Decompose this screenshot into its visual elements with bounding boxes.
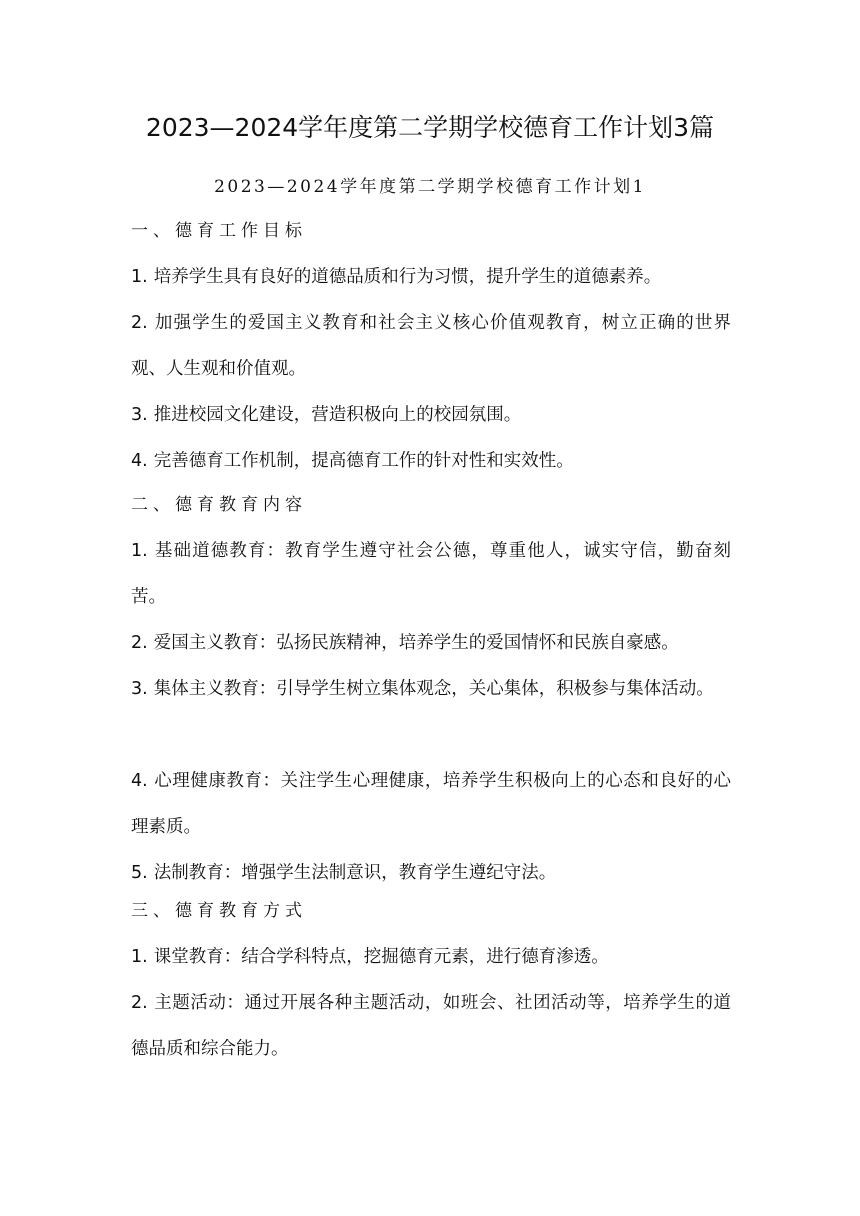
item-text: 培养学生具有良好的道德品质和行为习惯，提升学生的道德素养。	[153, 267, 662, 287]
list-item	[131, 438, 731, 484]
item-text: 法制教育：增强学生法制意识，教育学生遵纪守法。	[153, 863, 557, 883]
list-item	[131, 980, 731, 1072]
item-number: 3.	[131, 679, 148, 699]
section-heading-content: 二、德育教育内容	[131, 495, 307, 515]
item-number: 2.	[131, 313, 148, 333]
section-heading-methods: 三、德育教育方式	[131, 901, 307, 921]
item-text: 加强学生的爱国主义教育和社会主义核心价值观教育，树立正确的世界观、人生观和价值观。	[131, 313, 731, 379]
item-number: 1.	[131, 267, 148, 287]
item-number: 5.	[131, 863, 148, 883]
item-text: 集体主义教育：引导学生树立集体观念，关心集体，积极参与集体活动。	[153, 679, 714, 699]
list-item	[131, 850, 731, 896]
plan-subtitle: 2023—2024学年度第二学期学校德育工作计划1	[214, 177, 646, 197]
item-number: 4.	[131, 771, 148, 791]
item-text: 心理健康教育：关注学生心理健康，培养学生积极向上的心态和良好的心理素质。	[131, 771, 731, 837]
item-text: 主题活动：通过开展各种主题活动，如班会、社团活动等，培养学生的道德品质和综合能力。	[131, 993, 731, 1059]
item-number: 3.	[131, 405, 148, 425]
item-number: 1.	[131, 947, 148, 967]
item-number: 4.	[131, 451, 148, 471]
list-item	[131, 254, 731, 300]
item-number: 2.	[131, 993, 148, 1013]
list-item	[131, 758, 731, 850]
item-number: 1.	[131, 541, 148, 561]
item-text: 课堂教育：结合学科特点，挖掘德育元素，进行德育渗透。	[153, 947, 609, 967]
item-text: 基础道德教育：教育学生遵守社会公德，尊重他人，诚实守信，勤奋刻苦。	[131, 541, 731, 607]
list-item	[131, 300, 731, 392]
list-item	[131, 666, 731, 712]
item-number: 2.	[131, 633, 148, 653]
section-heading-goals: 一、德育工作目标	[131, 221, 307, 241]
list-item	[131, 528, 731, 620]
item-text: 完善德育工作机制，提高德育工作的针对性和实效性。	[153, 451, 574, 471]
document-title: 2023—2024学年度第二学期学校德育工作计划3篇	[145, 113, 715, 142]
item-text: 爱国主义教育：弘扬民族精神，培养学生的爱国情怀和民族自豪感。	[153, 633, 679, 653]
item-text: 推进校园文化建设，营造积极向上的校园氛围。	[153, 405, 522, 425]
list-item	[131, 620, 731, 666]
list-item	[131, 934, 731, 980]
list-item	[131, 392, 731, 438]
